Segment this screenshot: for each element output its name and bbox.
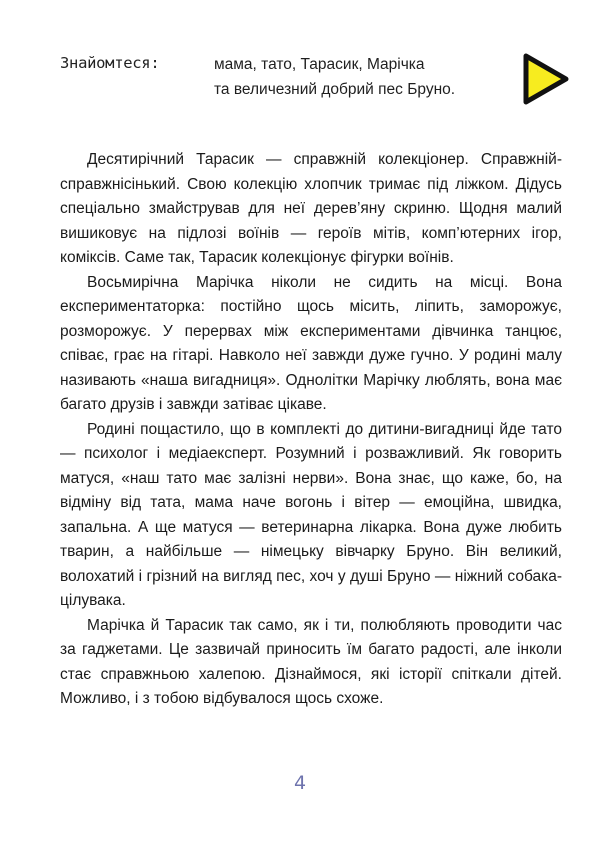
intro-characters bbox=[214, 52, 504, 102]
story-text bbox=[60, 148, 562, 712]
intro-line-2: та величезний добрий пес Бруно. bbox=[214, 81, 456, 98]
intro-line-1: мама, тато, Тарасик, Марічка bbox=[214, 56, 425, 73]
arrow-shape bbox=[526, 56, 566, 102]
intro-label: Знайомтеся: bbox=[60, 54, 160, 72]
paragraph-parents: Родині пощастило, що в комплекті до дитини-вигадниці йде тато — психолог і медіаексперт. Розумний і розважливий. Як говорить матуся, «наш тато має залізні нерви». Вона знає, що каже, бо, на відміну від тата, мама наче вогонь і вітер — емоційна, швидка, запальна. А ще матуся — ветеринарна лікарка. Вона дуже любить тварин, а найбільше — німецьку вівчарку Бруно. Він великий, волохатий і грізний на вигляд пес, хоч у душі Бруно — ніжний собака-цілувака. bbox=[60, 420, 562, 609]
paragraph-tarasyk: Десятирічний Тарасик — справжній колекціонер. Справжній-справжнісінький. Свою колекцію хлопчик тримає під ліжком. Дідусь спеціально змайстрував для неї дерев’яну скриню. Щодня малий вишиковує на підлозі воїнів — героїв мітів, комп’ютерних ігор, коміксів. Саме так, Тарасик колекціонує фігурки воїнів. bbox=[60, 151, 562, 266]
page-number: 4 bbox=[293, 772, 307, 794]
paragraph-marichka: Восьмирічна Марічка ніколи не сидить на місці. Вона експериментаторка: постійно щось місить, ліпить, заморожує, розморожує. У перервах між експериментами дівчинка танцює, співає, грає на гітарі. Навколо неї завжди дуже гучно. У родині малу називають «наша вигадниця». Однолітки Марічку люблять, вона має багато друзів і завжди затіває цікаве. bbox=[60, 273, 562, 413]
intro-block bbox=[60, 52, 500, 108]
paragraph-gadgets: Марічка й Тарасик так само, як і ти, полюбляють проводити час за гаджетами. Це зазвичай приносить їм багато радості, але інколи стає справжньою халепою. Дізнаймося, які історії спіткали дітей. Можливо, і з тобою відбувалося щось схоже. bbox=[60, 616, 562, 707]
triangle-arrow-icon bbox=[522, 52, 570, 106]
